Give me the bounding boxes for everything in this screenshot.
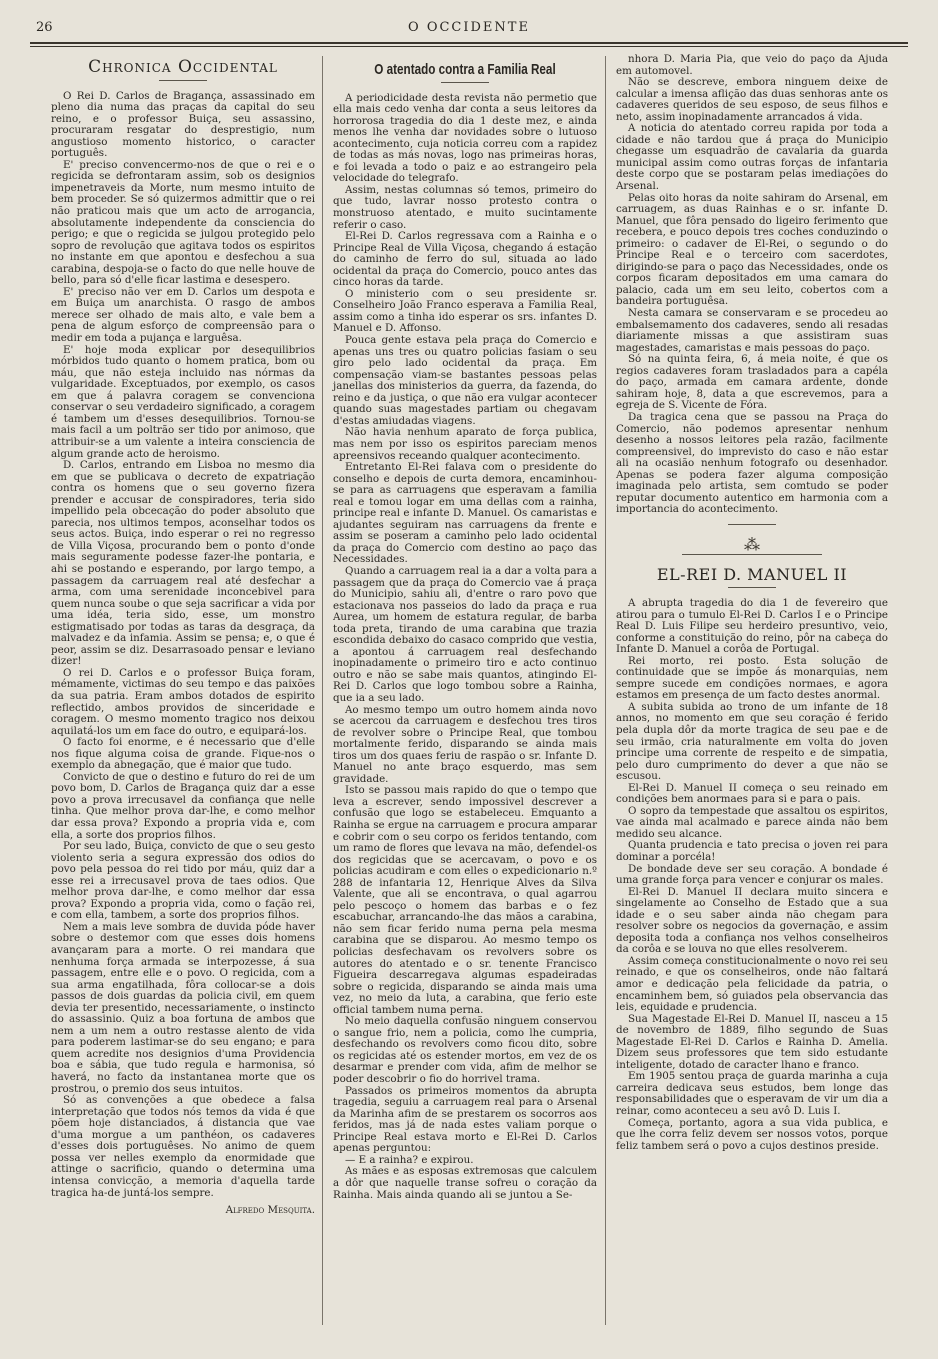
paragraph: Isto se passou mais rapido do que o tempo que leva a escrever, sendo impossivel descrever a confusão que logo se estabeleceu. Emquanto a Rainha se ergue na carruagem e procura amparar e cobrir com o seu corpo os feridos tentando, com um ramo de flores que levava na mão, defendel-os dos regicidas que se acercavam, o povo e os policias acudiram e com elles o expedicionario n.º 288 de infantaria 12, Henrique Alves da Silva Valente, que ali se encontrava, o qual agarrou pelo pescoço o homem das barbas e o fez escabuchar, arrancando-lhe das mãos a carabina, não sem ficar ferido numa perna pela mesma carabina que se disparou. Ao mesmo tempo os policias desfechavam os revolvers sobre os autores do atentado e o sr. tenente Francisco Figueira descarregava algumas espadeiradas sobre o regicida, disparando se ainda mais uma vez, no meio da luta, a carabina, que ferio este official tambem numa perna. <box>333 784 597 1016</box>
paragraph: Da tragica cena que se passou na Praça do Comercio, não podemos apresentar nenhum desenho a nossos leitores pela razão, facilmente compreensivel, do imprevisto do caso e não estar ali na ocasião nenhum fotografo ou desenhador. Apenas se podera fazer alguma composição imaginada pelo artista, sem comtudo se poder reputar documento autentico em harmonia com a importancia do acontecimento. <box>616 410 888 516</box>
ornament-rule <box>682 554 822 555</box>
heading-rule <box>441 82 489 83</box>
paragraph: E' preciso não ver em D. Carlos um despota e em Buiça um anarchista. O rasgo de ambos merece ser olhado de mais alto, e vale bem a pena de algum esforço de compreensão para o medir em toda a pujança e larguêsa. <box>51 285 315 345</box>
paragraph: El-Rei D. Manuel II começa o seu reinado em condições bem anormaes para si e para o pais. <box>616 781 888 806</box>
atentado-body <box>333 93 597 1202</box>
section-heading-chronica: Chronica Occidental <box>88 57 278 77</box>
paragraph: Não havia nenhum aparato de força publica, mas nem por isso os espiritos pareciam menos apreensivos receando qualquer acontecimento. <box>333 426 597 462</box>
paragraph: Assim começa constitucionalmente o novo rei seu reinado, e que os conselheiros, onde não faltará amor e dedicação pela felicidade da patria, o encaminhem bem, só guiados pela observancia das leis, equidade e prudencia. <box>616 954 888 1014</box>
header-rule-thin <box>30 46 908 47</box>
end-rule <box>728 524 776 525</box>
paragraph: Quanta prudencia e tato precisa o joven rei para dominar a porcéla! <box>616 839 888 863</box>
paragraph: Passados os primeiros momentos da abrupta tragedia, seguiu a carruagem real para o Arsenal da Marinha afim de se prestarem os socorros aos feridos, mas já de nada estes valiam porque o Principe Real estava morto e El-Rei D. Carlos apenas perguntou: <box>333 1084 597 1155</box>
paragraph: Sua Magestade El-Rei D. Manuel II, nasceu a 15 de novembro de 1889, filho segundo de Suas Magestade El-Rei D. Carlos e Rainha D. Amelia. Dizem seus professores que tem sido estudante inteligente, dotado de caracter lhano e franco. <box>616 1012 888 1071</box>
paragraph: El-Rei D. Carlos regressava com a Rainha e o Principe Real de Villa Viçosa, chegando á estação do caminho de ferro do sul, situada ao lado ocidental da praça do Comercio, pouco antes das cinco horas da tarde. <box>333 230 597 289</box>
column-divider-2 <box>605 56 606 1325</box>
paragraph: E' preciso convencermo-nos de que o rei e o regicida se defrontaram assim, sob os designios impenetraveis da Morte, num mesmo intuito de bem proceder. Se só quizermos admittir que o rei não praticou mais que um acto de arrogancia, absolutamente independente da consciencia do perigo; e que o regicida se julgou protegido pelo sopro de revolução que agitava todos os espiritos no instante em que apontou e desfechou a sua carabina, despoja-se o facto do que nelle houve de bello, para só d'elle ficar lastima e desespero. <box>51 158 315 287</box>
paragraph: O Rei D. Carlos de Bragança, assassinado em pleno dia numa das praças da capital do seu reino, e o professor Buiça, seu assassino, procuraram resgatar do desprestigio, num angustioso momento historico, o caracter português. <box>51 89 315 160</box>
column-continued <box>616 54 888 1152</box>
manuel-body <box>616 598 888 1152</box>
paragraph: A subita subida ao trono de um infante de 18 annos, no momento em que seu coração é ferido pela dupla dôr da morte tragica de seu pae e de seu irmão, cria naturalmente em volta do joven principe uma corrente de respeito e de simpatia, pelo duro cumprimento do dever a que não se escusou. <box>616 700 888 783</box>
paragraph: No meio daquella confusão ninguem conservou o sangue frio, nem a policia, como lhe cumpria, desfechando os revolvers como ficou dito, sobre os regicidas até os estender mortos, em vez de os desarmar e prender com vida, afim de melhor se poder descobrir o fio do horrivel trama. <box>333 1015 597 1086</box>
paragraph: Em 1905 sentou praça de guarda marinha a cuja carreira dedicava seus estudos, bem longe das responsabilidades que o esperavam de vir um dia a reinar, como aconteceu a seu avô D. Luis I. <box>616 1070 888 1118</box>
paragraph: Rei morto, rei posto. Esta solução de continuidade que se impõe ás monarquias, nem sempre sucede em condições normaes, e agora estamos em presença de um facto destes anormal. <box>616 654 888 702</box>
ornament-icon: ⁂ <box>744 534 760 554</box>
paragraph: nhora D. Maria Pia, que veio do paço da Ajuda em automovel. <box>616 53 888 77</box>
heading-rule <box>159 80 207 81</box>
paragraph: Só na quinta feira, 6, á meia noite, é que os regios cadaveres foram trasladados para a capéla do paço, armada em camara ardente, donde sahiram hoje, 8, data a que escrevemos, para a egreja de S. Vicente de Fóra. <box>616 353 888 412</box>
paragraph: A abrupta tragedia do dia 1 de fevereiro que atirou para o tumulo El-Rei D. Carlos I e o Principe Real D. Luis Filipe seu herdeiro presuntivo, veio, conforme a constituição do reino, pôr na cabeça do Infante D. Manuel a corôa de Portugal. <box>616 596 888 656</box>
paragraph: Convicto de que o destino e futuro do rei de um povo bom, D. Carlos de Bragança quiz dar a esse povo a prova irrecusavel da confiança que nelle tinha. Que melhor prova dar-lhe, e como melhor dar essa prova? Expondo a propria vida e, com ella, a sorte dos proprios filhos. <box>51 770 315 841</box>
paragraph: As mães e as esposas extremosas que calculem a dôr que naquelle transe sofreu o coração da Rainha. Mais ainda quando ali se juntou a Se- <box>333 1165 597 1201</box>
page-number: 26 <box>36 20 53 35</box>
author-signature: Alfredo Mesquita. <box>225 1204 315 1217</box>
paragraph: Assim, nestas columnas só temos, primeiro do que tudo, lavrar nosso protesto contra o monstruoso atentado, e muito sucintamente referir o caso. <box>333 183 597 231</box>
header-rule <box>30 42 908 44</box>
paragraph: Entretanto El-Rei falava com o presidente do conselho e depois de curta demora, encaminhou-se para as carruagens que esperavam a familia real e tomou logar em uma dellas com a rainha, principe real e infante D. Manuel. Os camaristas e ajudantes seguiram nas carruagens da frente e assim se poseram a caminho pelo lado ocidental da praça do Comercio com destino ao paço das Necessidades. <box>333 461 597 566</box>
column-atentado <box>333 54 597 1201</box>
paragraph: E' hoje moda explicar por desequilibrios mórbidos tudo quanto o homem pratica, bom ou máu, que não esteja incluido nas nórmas da vulgaridade. Exceptuados, por exemplo, os casos em que á palavra coragem se convenciona conservar o seu verdadeiro significado, a coragem é tambem um d'esses desequilibrios. Tornou-se mais facil a um poltrão ser tido por animoso, que attribuir-se a um valente a inteira consciencia de algum grande acto de heroismo. <box>51 343 315 460</box>
paragraph: De bondade deve ser seu coração. A bondade é uma grande força para vencer e conjurar os males. <box>616 862 888 887</box>
paragraph: — E a rainha? e expirou. <box>345 1153 474 1166</box>
paragraph: Só as convenções a que obedece a falsa interpretação que todos nós temos da vida é que põem hoje distanciados, á distancia que vae d'uma morgue a um panthéon, os cadaveres d'esses dois portuguêses. No animo de quem possa ver nelles exemplo da enormidade que attinge o sacrificio, quando o determina uma intensa convicção, a memoria d'aquella tarde tragica ha-de juntá-los sempre. <box>51 1094 315 1199</box>
paragraph: Nem a mais leve sombra de duvida póde haver sobre o destemor com que esses dois homens avançaram para a morte. O rei mandara que nenhuma força armada se interpozesse, á sua passagem, entre elle e o povo. O regicida, com a sua arma engatilhada, fôra collocar-se a dois passos de dois guardas da policia civil, em quem devia ter presentido, necessariamente, o instincto do assassinio. Quiz a boa fortuna de ambos que nem a um nem a outro restasse alento de vida para poderem lastimar-se do seu engano; e para quem acredite nos designios d'uma Providencia boa e sábia, que tudo regula e harmonisa, só haverá, no facto da instantanea morte que os prostrou, o premio dos seus intuitos. <box>51 920 315 1095</box>
paragraph: Pelas oito horas da noite sahiram do Arsenal, em carruagem, as duas Rainhas e o sr. infante D. Manuel, que fôra pensado do ligeiro ferimento que recebera, e pouco depois tres coches conduzindo o primeiro: o cadaver de El-Rei, o segundo o do Principe Real e o terceiro com sacerdotes, dirigindo-se para o paço das Necessidades, onde os corpos ficaram depositados em uma camara do palacio, cada um em seu leito, cobertos com a bandeira portuguêsa. <box>616 191 888 308</box>
paragraph: Ao mesmo tempo um outro homem ainda novo se acercou da carruagem e desfechou tres tiros de revolver sobre o Principe Real, que tombou mortalmente ferido, disparando se ainda mais tiros um dos quaes feriu de raspão o sr. Infante D. Manuel no ante braço esquerdo, mas sem gravidade. <box>333 703 597 785</box>
paragraph: A noticia do atentado correu rapida por toda a cidade e não tardou que á praça do Municipio chegasse um esquadrão de cavalaria da guarda municipal assim como outras forças de infantaria deste corpo que se postaram pelas imediações do Arsenal. <box>616 122 888 193</box>
atentado-continued-body <box>616 54 888 516</box>
paragraph: Nesta camara se conservaram e se procedeu ao embalsemamento dos cadaveres, sendo ali resadas diariamente missas a que assistiram suas magestades, camaristas e mais pessoas do paço. <box>616 307 888 354</box>
heading-rule <box>728 587 776 588</box>
page-header <box>30 18 908 38</box>
column-chronica <box>51 54 315 1217</box>
paragraph: O ministerio com o seu presidente sr. Conselheiro João Franco esperava a Familia Real, assim como a tinha ido esperar os srs. infantes D. Manuel e D. Affonso. <box>333 287 597 335</box>
section-heading-manuel: EL-REI D. MANUEL II <box>656 565 848 585</box>
paragraph: O rei D. Carlos e o professor Buiça foram, mémamente, victimas do seu tempo e das paixões da sua patria. Eram ambos dotados de espirito reflectido, ambos providos de sinceridade e coragem. O mesmo momento tragico nos deixou aquilatá-los um em face do outro, e equipará-los. <box>51 666 315 737</box>
paragraph: O facto foi enorme, e é necessario que d'elle nos fique alguma coisa de grande. Fique-nos o exemplo da abnegação, que é maior que tudo. <box>51 736 315 772</box>
paragraph: Por seu lado, Buiça, convicto de que o seu gesto violento seria a segura expressão dos odios do povo pela pessoa do rei tido por máu, quiz dar a esse rei a irrecusavel prova de taes odios. Que melhor prova dar-lhe, e como melhor dar essa prova? Expondo a propria vida, como o fação rei, e com ella, tambem, a sorte dos proprios filhos. <box>51 840 315 922</box>
paragraph: Quando a carruagem real ia a dar a volta para a passagem que da praça do Comercio vae á praça do Municipio, sahiu ali, d'entre o raro povo que estacionava nos passeios do lado da praça e rua Aurea, um homem de estatura regular, de barba toda preta, tirando de uma carabina que trazia escondida debaixo do casaco comprido que vestia, a apontou á carruagem real desfechando inopinadamente o primeiro tiro e acto continuo outro e não se sabe mais quantos, atingindo El-Rei D. Carlos que logo tombou sobre a Rainha, que ia a seu lado. <box>333 564 597 704</box>
paragraph: Começa, portanto, agora a sua vida publica, e que lhe corra feliz devem ser nossos votos, porque feliz tambem será o povo a cujos destinos preside. <box>616 1116 888 1152</box>
section-heading-atentado: O atentado contra a Familia Real <box>374 61 556 78</box>
journal-title: O OCCIDENTE <box>408 20 530 35</box>
paragraph: Não se descreve, embora ninguem deixe de calcular a imensa aflição das duas senhoras ante os cadaveres queridos de seu esposo, de seus filhos e neto, assim inopinadamente arrancados á vida. <box>616 76 888 123</box>
column-divider-1 <box>322 56 323 1325</box>
chronica-body <box>51 91 315 1200</box>
paragraph: El-Rei D. Manuel II declara muito sincera e singelamente ao Conselho de Estado que a sua idade e o seu saber ainda não chegam para resolver sobre os negocios da governação, e assim deposita toda a confiança nos velhos conselheiros da corôa e se louva no que elles resolverem. <box>616 885 888 956</box>
paragraph: D. Carlos, entrando em Lisboa no mesmo dia em que se publicava o decreto de expatriação contra os homens que o seu governo fizera prender e accusar de conspiradores, teria sido impellido pela obcecação do poder absoluto que parecia, nos ultimos tempos, aconselhar todos os seus actos. Buiça, indo esperar o rei no regresso de Villa Viçosa, procurando bem o ponto d'onde mais seguramente podesse fazer-lhe pontaria, e ahi se postando e esperando, por largo tempo, a passagem da carruagem real até desfechar a arma, com uma serenidade inconcebivel para quem nunca soube o que seja sacrificar a vida por uma idéa, teria sido, esse, um monstro estigmatisado por todas as taras da desgraça, da malvadez e da infamia. Assim se pensa; e, o que é peor, assim se diz. Desarrasoado pensar e leviano dizer! <box>51 459 315 668</box>
paragraph: O sopro da tempestade que assaltou os espiritos, vae ainda mal acalmado e parece ainda não bem medido seu alcance. <box>616 804 888 840</box>
paragraph: A periodicidade desta revista não permetio que ella mais cedo venha dar conta a seus leitores da horrorosa tragedia do dia 1 deste mez, e ainda menos lhe venha dar novidades sobre o lutuoso acontecimento, cuja noticia correu com a rapidez de todas as más novas, logo nas primeiras horas, e foi levada a todo o paiz e ao estrangeiro pela velocidade do telegrafo. <box>333 91 597 185</box>
paragraph: Pouca gente estava pela praça do Comercio e apenas uns tres ou quatro policias fasiam o seu giro pelo lado ocidental da praça. Em compensação viam-se bastantes pessoas pelas janellas dos ministerios da guerra, da fazenda, do reino e da justiça, o que não era vulgar acontecer quando suas magestades partiam ou chegavam d'estas amiudadas viagens. <box>333 334 597 427</box>
